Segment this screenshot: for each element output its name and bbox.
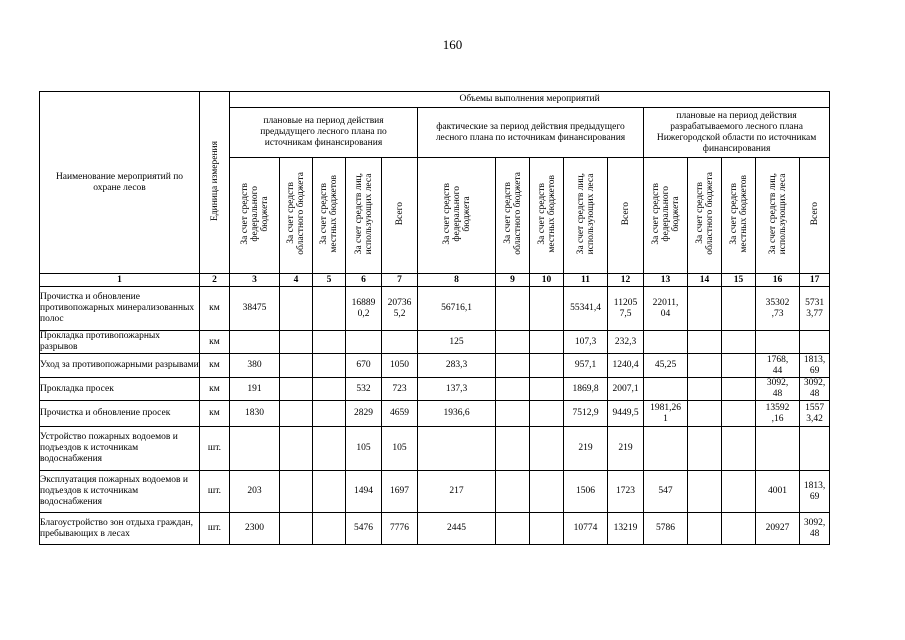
value-cell: 3092, 48: [800, 513, 830, 545]
value-cell: 380: [230, 354, 280, 378]
column-number: 1: [40, 274, 200, 287]
value-cell: 547: [644, 471, 688, 513]
value-cell: [496, 287, 530, 331]
value-cell: 9449,5: [608, 401, 644, 427]
value-cell: 2445: [418, 513, 496, 545]
value-cell: [230, 427, 280, 471]
header-sub-cell: [230, 158, 280, 274]
column-number: 17: [800, 274, 830, 287]
header-sub-cell: [644, 158, 688, 274]
header-sub-label: За счет средств местных бюджетов: [319, 174, 339, 253]
value-cell: [722, 354, 756, 378]
value-cell: [530, 331, 564, 354]
value-cell: [496, 471, 530, 513]
value-cell: 20736 5,2: [382, 287, 418, 331]
value-cell: [530, 513, 564, 545]
value-cell: 13592 ,16: [756, 401, 800, 427]
value-cell: 723: [382, 378, 418, 401]
value-cell: 4659: [382, 401, 418, 427]
value-cell: [230, 331, 280, 354]
header-sub-label: За счет средств областного бюджета: [694, 172, 715, 255]
unit-cell: км: [200, 331, 230, 354]
header-group3: плановые на период действия разрабатываемого лесного плана Нижегородской области по источникам финансирования: [644, 108, 830, 158]
column-number: 13: [644, 274, 688, 287]
value-cell: 232,3: [608, 331, 644, 354]
value-cell: 283,3: [418, 354, 496, 378]
value-cell: [496, 401, 530, 427]
header-volumes: Объемы выполнения мероприятий: [230, 92, 830, 108]
unit-cell: км: [200, 378, 230, 401]
column-number: 16: [756, 274, 800, 287]
value-cell: [530, 471, 564, 513]
value-cell: 45,25: [644, 354, 688, 378]
value-cell: 16889 0,2: [346, 287, 382, 331]
value-cell: 5476: [346, 513, 382, 545]
value-cell: 11205 7,5: [608, 287, 644, 331]
value-cell: [644, 331, 688, 354]
column-number: 8: [418, 274, 496, 287]
header-sub-cell: [280, 158, 313, 274]
header-sub-cell: [756, 158, 800, 274]
value-cell: [382, 331, 418, 354]
value-cell: 203: [230, 471, 280, 513]
header-sub-label: Всего: [809, 201, 820, 226]
value-cell: 1240,4: [608, 354, 644, 378]
value-cell: [280, 513, 313, 545]
header-sub-label: За счет средств федерального бюджета: [239, 182, 270, 245]
value-cell: 2300: [230, 513, 280, 545]
header-sub-cell: [800, 158, 830, 274]
column-number: 7: [382, 274, 418, 287]
value-cell: 1723: [608, 471, 644, 513]
table-row: [40, 287, 830, 331]
value-cell: [418, 427, 496, 471]
column-number: 2: [200, 274, 230, 287]
value-cell: 1813, 69: [800, 471, 830, 513]
value-cell: 1813, 69: [800, 354, 830, 378]
value-cell: [688, 471, 722, 513]
value-cell: 670: [346, 354, 382, 378]
value-cell: 1506: [564, 471, 608, 513]
value-cell: 55341,4: [564, 287, 608, 331]
activity-name: Устройство пожарных водоемов и подъездов к источникам водоснабжения: [40, 427, 200, 471]
value-cell: [530, 427, 564, 471]
page-number: 160: [442, 37, 463, 52]
forest-protection-table: [39, 91, 830, 545]
header-sub-label: За счет средств федерального бюджета: [650, 182, 681, 245]
activity-name: Прочистка и обновление просек: [40, 401, 200, 427]
table-row: [40, 354, 830, 378]
value-cell: [756, 331, 800, 354]
value-cell: [346, 331, 382, 354]
value-cell: [688, 427, 722, 471]
value-cell: [688, 513, 722, 545]
value-cell: 7512,9: [564, 401, 608, 427]
column-number: 14: [688, 274, 722, 287]
value-cell: [800, 331, 830, 354]
value-cell: [313, 354, 346, 378]
column-number: 15: [722, 274, 756, 287]
value-cell: [280, 354, 313, 378]
value-cell: [722, 331, 756, 354]
value-cell: [530, 287, 564, 331]
value-cell: 4001: [756, 471, 800, 513]
value-cell: 105: [382, 427, 418, 471]
column-number: 12: [608, 274, 644, 287]
value-cell: 1869,8: [564, 378, 608, 401]
value-cell: [756, 427, 800, 471]
value-cell: 1981,26 1: [644, 401, 688, 427]
value-cell: 107,3: [564, 331, 608, 354]
header-sub-label: Всего: [620, 201, 631, 226]
value-cell: [313, 287, 346, 331]
value-cell: 5731 3,77: [800, 287, 830, 331]
value-cell: [280, 427, 313, 471]
value-cell: [722, 378, 756, 401]
value-cell: 2007,1: [608, 378, 644, 401]
value-cell: 1557 3,42: [800, 401, 830, 427]
header-sub-cell: [346, 158, 382, 274]
header-sub-cell: [564, 158, 608, 274]
value-cell: [280, 471, 313, 513]
value-cell: 125: [418, 331, 496, 354]
value-cell: [722, 401, 756, 427]
value-cell: 532: [346, 378, 382, 401]
table-row: [40, 401, 830, 427]
value-cell: 1697: [382, 471, 418, 513]
column-number: 11: [564, 274, 608, 287]
header-sub-label: За счет средств федерального бюджета: [441, 182, 472, 245]
unit-cell: км: [200, 287, 230, 331]
header-activity-name: Наименование мероприятий по охране лесов: [40, 92, 200, 274]
value-cell: [313, 427, 346, 471]
value-cell: [530, 378, 564, 401]
value-cell: 5786: [644, 513, 688, 545]
table-row: [40, 427, 830, 471]
value-cell: 105: [346, 427, 382, 471]
activity-name: Прочистка и обновление противопожарных минерализованных полос: [40, 287, 200, 331]
unit-cell: шт.: [200, 471, 230, 513]
value-cell: 35302 ,73: [756, 287, 800, 331]
activity-name: Прокладка противопожарных разрывов: [40, 331, 200, 354]
header-group2: фактические за период действия предыдущего лесного плана по источникам финансирования: [418, 108, 644, 158]
value-cell: 13219: [608, 513, 644, 545]
value-cell: 1768, 44: [756, 354, 800, 378]
value-cell: [496, 378, 530, 401]
value-cell: [496, 427, 530, 471]
header-sub-label: За счет средств областного бюджета: [286, 172, 306, 255]
header-sub-cell: [313, 158, 346, 274]
value-cell: [688, 287, 722, 331]
header-sub-cell: [382, 158, 418, 274]
value-cell: [280, 401, 313, 427]
unit-cell: км: [200, 401, 230, 427]
activity-name: Уход за противопожарными разрывами: [40, 354, 200, 378]
table-row: [40, 331, 830, 354]
value-cell: 10774: [564, 513, 608, 545]
column-number: 3: [230, 274, 280, 287]
header-sub-cell: [496, 158, 530, 274]
value-cell: 217: [418, 471, 496, 513]
header-group1: плановые на период действия предыдущего лесного плана по источникам финансирования: [230, 108, 418, 158]
value-cell: 191: [230, 378, 280, 401]
column-number: 5: [313, 274, 346, 287]
header-sub-label: За счет средств местных бюджетов: [728, 174, 749, 253]
header-sub-label: Всего: [394, 201, 405, 226]
value-cell: 1494: [346, 471, 382, 513]
header-sub-cell: [688, 158, 722, 274]
value-cell: 219: [608, 427, 644, 471]
value-cell: [722, 287, 756, 331]
column-number: 4: [280, 274, 313, 287]
value-cell: [313, 401, 346, 427]
value-cell: [688, 354, 722, 378]
header-unit: Единица измерения: [209, 140, 220, 221]
table-row: [40, 378, 830, 401]
header-unit-cell: [200, 92, 230, 274]
table-row: [40, 513, 830, 545]
header-sub-label: За счет средств местных бюджетов: [536, 174, 557, 253]
column-number: 9: [496, 274, 530, 287]
table-row: [40, 471, 830, 513]
value-cell: [496, 354, 530, 378]
header-sub-cell: [418, 158, 496, 274]
unit-cell: км: [200, 354, 230, 378]
value-cell: 957,1: [564, 354, 608, 378]
value-cell: [688, 401, 722, 427]
header-sub-label: За счет средств лиц, использующих леса: [353, 172, 374, 255]
value-cell: [530, 354, 564, 378]
value-cell: 137,3: [418, 378, 496, 401]
value-cell: [688, 378, 722, 401]
value-cell: 1050: [382, 354, 418, 378]
value-cell: [313, 513, 346, 545]
value-cell: [644, 427, 688, 471]
value-cell: 22011, 04: [644, 287, 688, 331]
value-cell: 20927: [756, 513, 800, 545]
unit-cell: шт.: [200, 513, 230, 545]
header-sub-cell: [608, 158, 644, 274]
value-cell: 3092, 48: [800, 378, 830, 401]
value-cell: [800, 427, 830, 471]
value-cell: [313, 471, 346, 513]
value-cell: [313, 331, 346, 354]
value-cell: [722, 513, 756, 545]
value-cell: [280, 378, 313, 401]
column-number: 6: [346, 274, 382, 287]
value-cell: 56716,1: [418, 287, 496, 331]
header-sub-cell: [530, 158, 564, 274]
value-cell: [280, 287, 313, 331]
value-cell: [722, 427, 756, 471]
value-cell: [496, 513, 530, 545]
value-cell: 219: [564, 427, 608, 471]
header-sub-label: За счет средств лиц, использующих леса: [575, 172, 596, 255]
value-cell: [496, 331, 530, 354]
header-sub-cell: [722, 158, 756, 274]
value-cell: 1830: [230, 401, 280, 427]
value-cell: 2829: [346, 401, 382, 427]
value-cell: [722, 471, 756, 513]
value-cell: [530, 401, 564, 427]
activity-name: Прокладка просек: [40, 378, 200, 401]
value-cell: [688, 331, 722, 354]
unit-cell: шт.: [200, 427, 230, 471]
value-cell: 38475: [230, 287, 280, 331]
column-number: 10: [530, 274, 564, 287]
activity-name: Эксплуатация пожарных водоемов и подъездов к источникам водоснабжения: [40, 471, 200, 513]
value-cell: [644, 378, 688, 401]
header-sub-label: За счет средств лиц, использующих леса: [767, 172, 788, 255]
value-cell: 3092, 48: [756, 378, 800, 401]
value-cell: 7776: [382, 513, 418, 545]
value-cell: [280, 331, 313, 354]
activity-name: Благоустройство зон отдыха граждан, пребывающих в лесах: [40, 513, 200, 545]
header-sub-label: За счет средств областного бюджета: [502, 172, 523, 255]
value-cell: 1936,6: [418, 401, 496, 427]
value-cell: [313, 378, 346, 401]
